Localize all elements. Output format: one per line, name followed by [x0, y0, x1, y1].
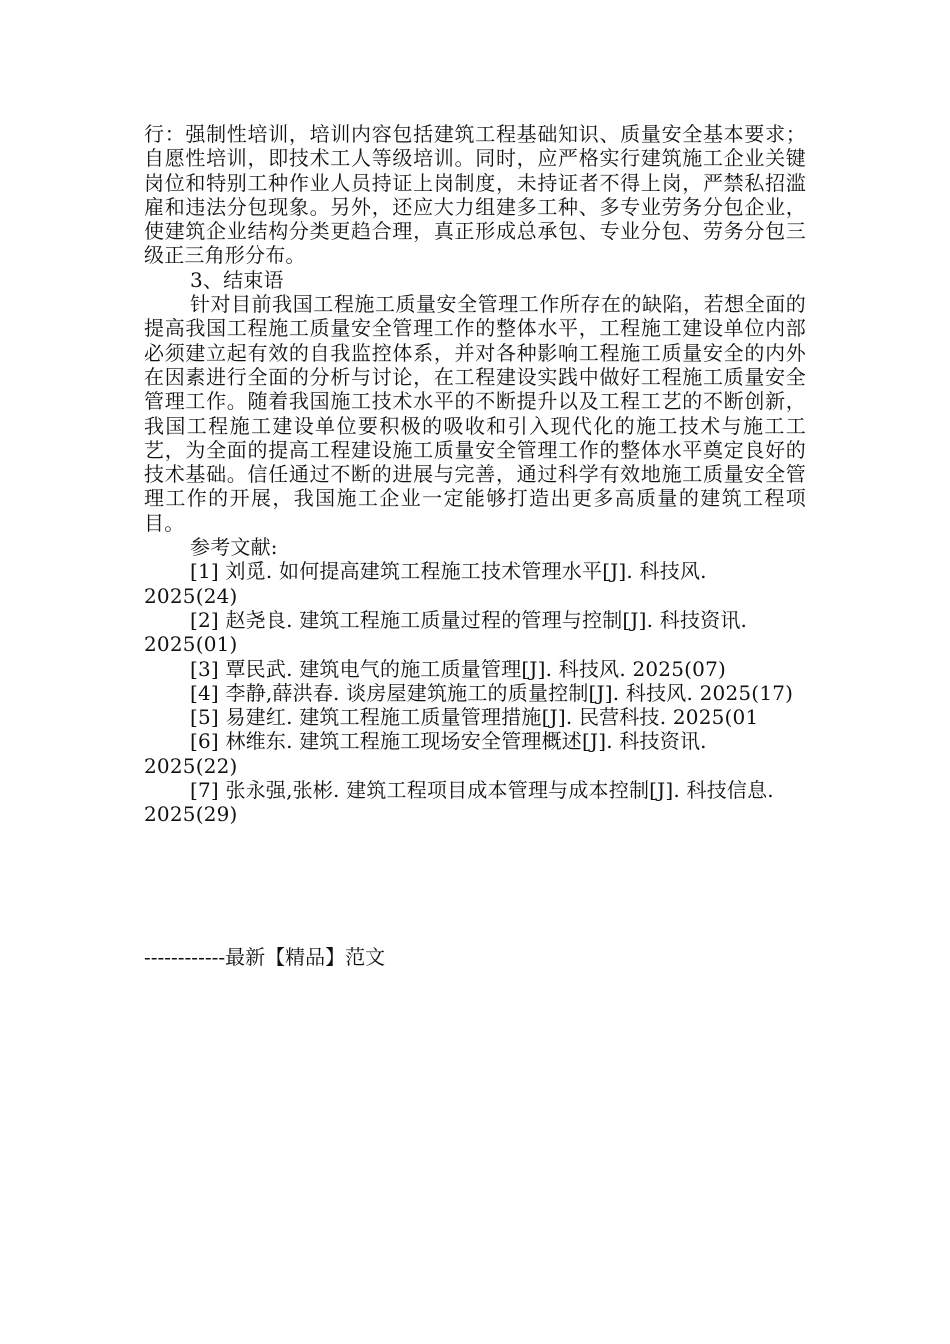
body-paragraph: 针对目前我国工程施工质量安全管理工作所存在的缺陷，若想全面的提高我国工程施工质量安全管理工作的整体水平，工程施工建设单位内部必须建立起有效的自我监控体系，并对各种影响工程施工质量安全的内外在因素进行全面的分析与讨论，在工程建设实践中做好工程施工质量安全管理工作。随着我国施工技术水平的不断提升以及工程工艺的不断创新，我国工程施工建设单位要积极的吸收和引入现代化的施工技术与施工工艺，为全面的提高工程建设施工质量安全管理工作的整体水平奠定良好的技术基础。信任通过不断的进展与完善，通过科学有效地施工质量安全管理工作的开展，我国施工企业一定能够打造出更多高质量的建筑工程项目。 [144, 292, 806, 535]
references-heading: 参考文献: [190, 535, 278, 560]
reference-item: [3] 覃民武. 建筑电气的施工质量管理[J]. 科技风. 2025(07) [190, 656, 727, 681]
reference-item: [1] 刘觅. 如何提高建筑工程施工技术管理水平[J]. 科技风. 2025(24) [144, 559, 707, 608]
body-paragraph: 行：强制性培训，培训内容包括建筑工程基础知识、质量安全基本要求；自愿性培训，即技术工人等级培训。同时，应严格实行建筑施工企业关键岗位和特别工种作业人员持证上岗制度，未持证者不得上岗，严禁私招滥雇和违法分包现象。另外，还应大力组建多工种、多专业劳务分包企业，使建筑企业结构分类更趋合理，真正形成总承包、专业分包、劳务分包三级正三角形分布。 [144, 122, 806, 268]
reference-item: [2] 赵尧良. 建筑工程施工质量过程的管理与控制[J]. 科技资讯. 2025(01) [144, 607, 748, 657]
document-body [144, 122, 806, 827]
reference-item: [4] 李静,薛洪春. 谈房屋建筑施工的质量控制[J]. 科技风. 2025(17) [190, 680, 794, 705]
section-heading: 3、结束语 [190, 267, 284, 292]
reference-item: [6] 林维东. 建筑工程施工现场安全管理概述[J]. 科技资讯. 2025(22) [144, 729, 707, 778]
footer-banner: ------------最新【精品】范文 [144, 945, 386, 969]
reference-item: [5] 易建红. 建筑工程施工质量管理措施[J]. 民营科技. 2025(01 [190, 705, 759, 730]
reference-item: [7] 张永强,张彬. 建筑工程项目成本管理与成本控制[J]. 科技信息. 2025(29) [144, 778, 774, 827]
